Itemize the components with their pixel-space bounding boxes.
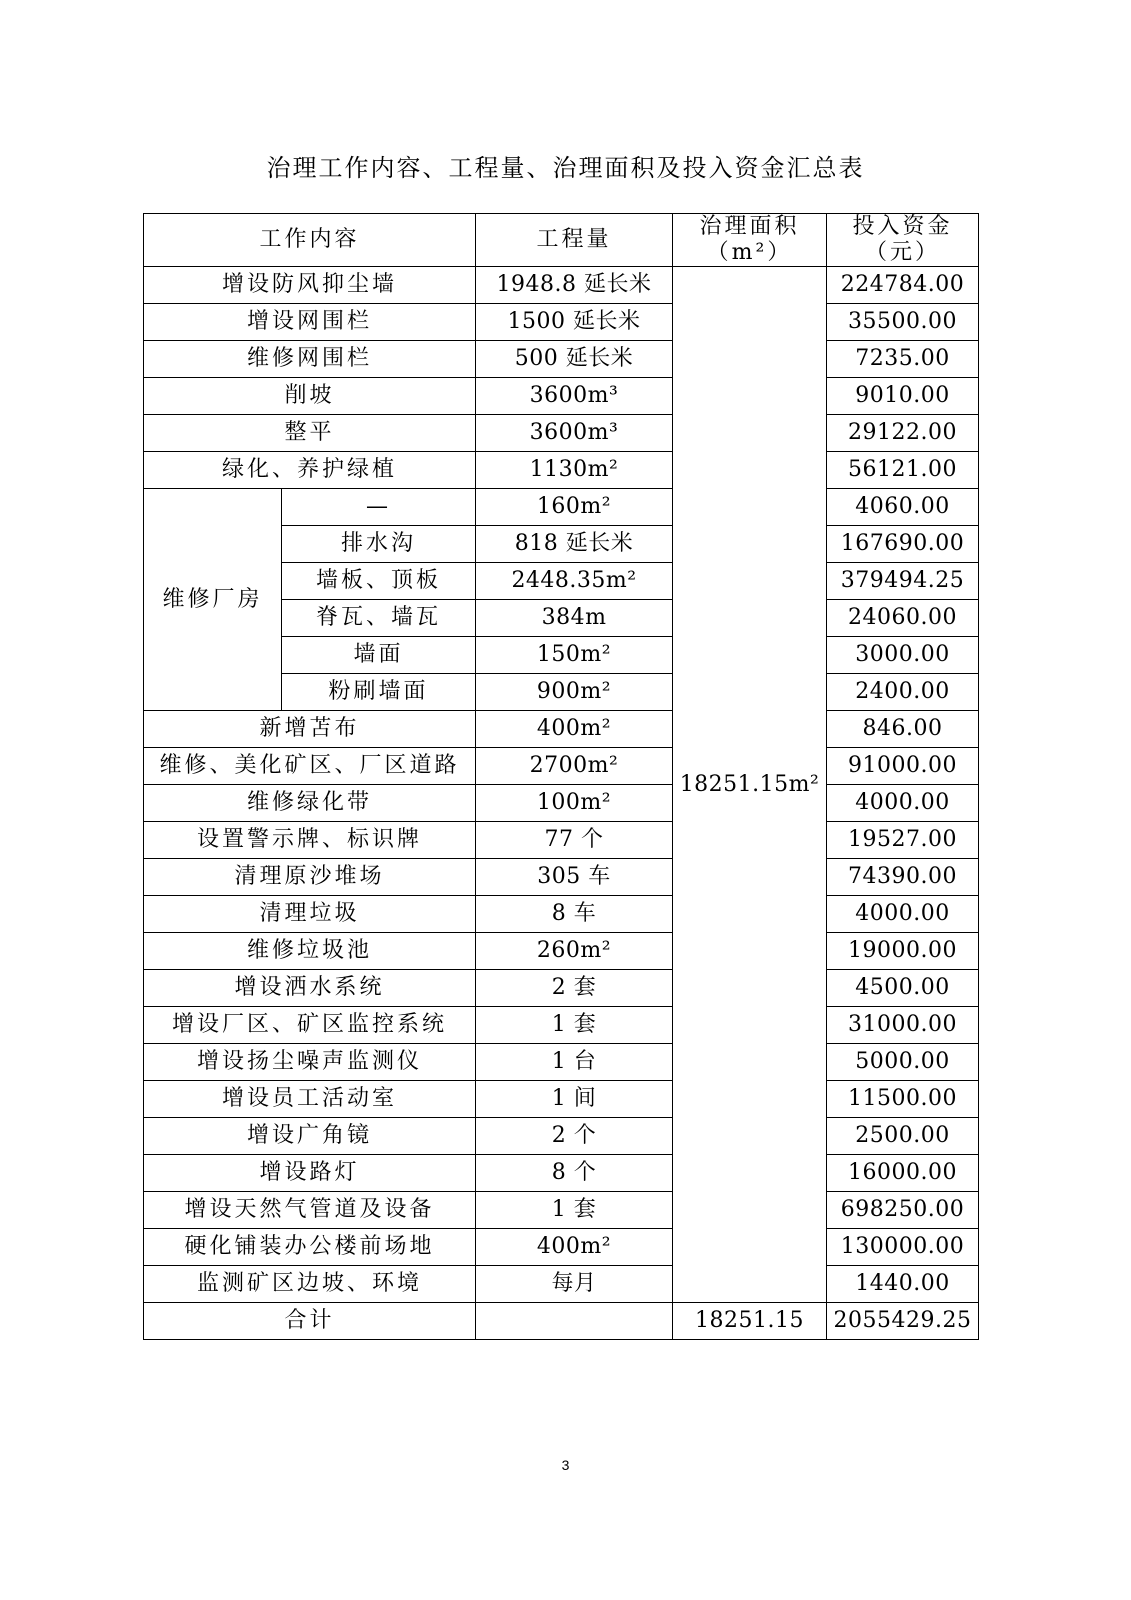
table-row [144, 452, 979, 489]
row-quantity: 900m² [476, 674, 673, 711]
row-funds: 91000.00 [827, 748, 979, 785]
row-funds: 56121.00 [827, 452, 979, 489]
row-funds: 379494.25 [827, 563, 979, 600]
row-quantity: 1 套 [476, 1007, 673, 1044]
row-content: 设置警示牌、标识牌 [144, 822, 476, 859]
header-area [673, 214, 827, 267]
page-number: 3 [561, 1457, 570, 1473]
row-quantity: 8 车 [476, 896, 673, 933]
row-funds: 2500.00 [827, 1118, 979, 1155]
row-funds: 130000.00 [827, 1229, 979, 1266]
row-funds: 4060.00 [827, 489, 979, 526]
row-quantity: 1500 延长米 [476, 304, 673, 341]
row-quantity: 150m² [476, 637, 673, 674]
row-quantity: 8 个 [476, 1155, 673, 1192]
group-sub-item: 粉刷墙面 [282, 674, 476, 711]
table-title: 治理工作内容、工程量、治理面积及投入资金汇总表 [266, 154, 865, 182]
row-quantity: 1 台 [476, 1044, 673, 1081]
row-funds: 11500.00 [827, 1081, 979, 1118]
row-funds: 7235.00 [827, 341, 979, 378]
table-row [144, 1155, 979, 1192]
row-content: 维修、美化矿区、厂区道路 [144, 748, 476, 785]
table-row [144, 822, 979, 859]
table-row [144, 933, 979, 970]
group-sub-item: 脊瓦、墙瓦 [282, 600, 476, 637]
merged-area-cell: 18251.15m² [673, 267, 827, 1303]
row-funds: 4500.00 [827, 970, 979, 1007]
row-quantity: 2 套 [476, 970, 673, 1007]
row-quantity: 3600m³ [476, 378, 673, 415]
table-row [144, 341, 979, 378]
row-funds: 3000.00 [827, 637, 979, 674]
row-funds: 167690.00 [827, 526, 979, 563]
table-row [144, 378, 979, 415]
total-funds: 2055429.25 [827, 1303, 979, 1340]
table-row [144, 267, 979, 304]
row-quantity: 384m [476, 600, 673, 637]
group-row [144, 489, 979, 526]
row-funds: 4000.00 [827, 896, 979, 933]
header-quantity: 工程量 [476, 214, 673, 267]
summary-table [143, 213, 979, 1340]
header-area-line2: （m²） [706, 240, 793, 265]
table-row [144, 896, 979, 933]
row-funds: 698250.00 [827, 1192, 979, 1229]
row-quantity: 305 车 [476, 859, 673, 896]
row-quantity: 2448.35m² [476, 563, 673, 600]
header-funds-line2: （元） [865, 240, 941, 265]
header-area-line1: 治理面积 [699, 214, 800, 239]
row-funds: 19527.00 [827, 822, 979, 859]
header-funds [827, 214, 979, 267]
row-quantity: 1 间 [476, 1081, 673, 1118]
row-funds: 1440.00 [827, 1266, 979, 1303]
row-quantity: 2 个 [476, 1118, 673, 1155]
row-content: 增设扬尘噪声监测仪 [144, 1044, 476, 1081]
group-sub-item: — [282, 489, 476, 526]
table-row [144, 1044, 979, 1081]
row-content: 增设广角镜 [144, 1118, 476, 1155]
row-quantity: 2700m² [476, 748, 673, 785]
table-row [144, 785, 979, 822]
row-content: 增设厂区、矿区监控系统 [144, 1007, 476, 1044]
row-quantity: 260m² [476, 933, 673, 970]
row-quantity: 400m² [476, 711, 673, 748]
row-funds: 224784.00 [827, 267, 979, 304]
row-funds: 74390.00 [827, 859, 979, 896]
group-sub-item: 墙板、顶板 [282, 563, 476, 600]
row-content: 维修绿化带 [144, 785, 476, 822]
row-content: 增设防风抑尘墙 [144, 267, 476, 304]
row-funds: 29122.00 [827, 415, 979, 452]
row-content: 绿化、养护绿植 [144, 452, 476, 489]
row-content: 增设天然气管道及设备 [144, 1192, 476, 1229]
row-content: 整平 [144, 415, 476, 452]
row-quantity: 818 延长米 [476, 526, 673, 563]
row-funds: 35500.00 [827, 304, 979, 341]
row-funds: 9010.00 [827, 378, 979, 415]
row-funds: 16000.00 [827, 1155, 979, 1192]
table-row [144, 711, 979, 748]
table-row [144, 1266, 979, 1303]
header-content: 工作内容 [144, 214, 476, 267]
row-content: 维修垃圾池 [144, 933, 476, 970]
row-content: 增设路灯 [144, 1155, 476, 1192]
table-row [144, 415, 979, 452]
row-content: 维修网围栏 [144, 341, 476, 378]
row-quantity: 500 延长米 [476, 341, 673, 378]
table-row [144, 1118, 979, 1155]
row-content: 削坡 [144, 378, 476, 415]
row-content: 硬化铺装办公楼前场地 [144, 1229, 476, 1266]
row-content: 增设洒水系统 [144, 970, 476, 1007]
row-content: 增设员工活动室 [144, 1081, 476, 1118]
table-row [144, 1229, 979, 1266]
row-funds: 846.00 [827, 711, 979, 748]
row-quantity: 每月 [476, 1266, 673, 1303]
row-quantity: 160m² [476, 489, 673, 526]
header-row [144, 214, 979, 267]
row-funds: 4000.00 [827, 785, 979, 822]
total-row [144, 1303, 979, 1340]
row-funds: 2400.00 [827, 674, 979, 711]
table-row [144, 1007, 979, 1044]
table-row [144, 748, 979, 785]
total-quantity [476, 1303, 673, 1340]
table-row [144, 1081, 979, 1118]
row-quantity: 100m² [476, 785, 673, 822]
row-content: 增设网围栏 [144, 304, 476, 341]
row-quantity: 3600m³ [476, 415, 673, 452]
row-content: 新增苫布 [144, 711, 476, 748]
row-funds: 19000.00 [827, 933, 979, 970]
row-quantity: 1948.8 延长米 [476, 267, 673, 304]
total-label: 合计 [144, 1303, 476, 1340]
total-area: 18251.15 [673, 1303, 827, 1340]
row-quantity: 1 套 [476, 1192, 673, 1229]
row-quantity: 400m² [476, 1229, 673, 1266]
group-label: 维修厂房 [144, 489, 282, 711]
table-row [144, 859, 979, 896]
row-content: 清理垃圾 [144, 896, 476, 933]
header-funds-line1: 投入资金 [852, 214, 953, 239]
row-funds: 24060.00 [827, 600, 979, 637]
table-row [144, 970, 979, 1007]
row-content: 清理原沙堆场 [144, 859, 476, 896]
row-content: 监测矿区边坡、环境 [144, 1266, 476, 1303]
group-sub-item: 墙面 [282, 637, 476, 674]
row-quantity: 1130m² [476, 452, 673, 489]
group-sub-item: 排水沟 [282, 526, 476, 563]
row-quantity: 77 个 [476, 822, 673, 859]
row-funds: 5000.00 [827, 1044, 979, 1081]
row-funds: 31000.00 [827, 1007, 979, 1044]
table-row [144, 304, 979, 341]
table-row [144, 1192, 979, 1229]
